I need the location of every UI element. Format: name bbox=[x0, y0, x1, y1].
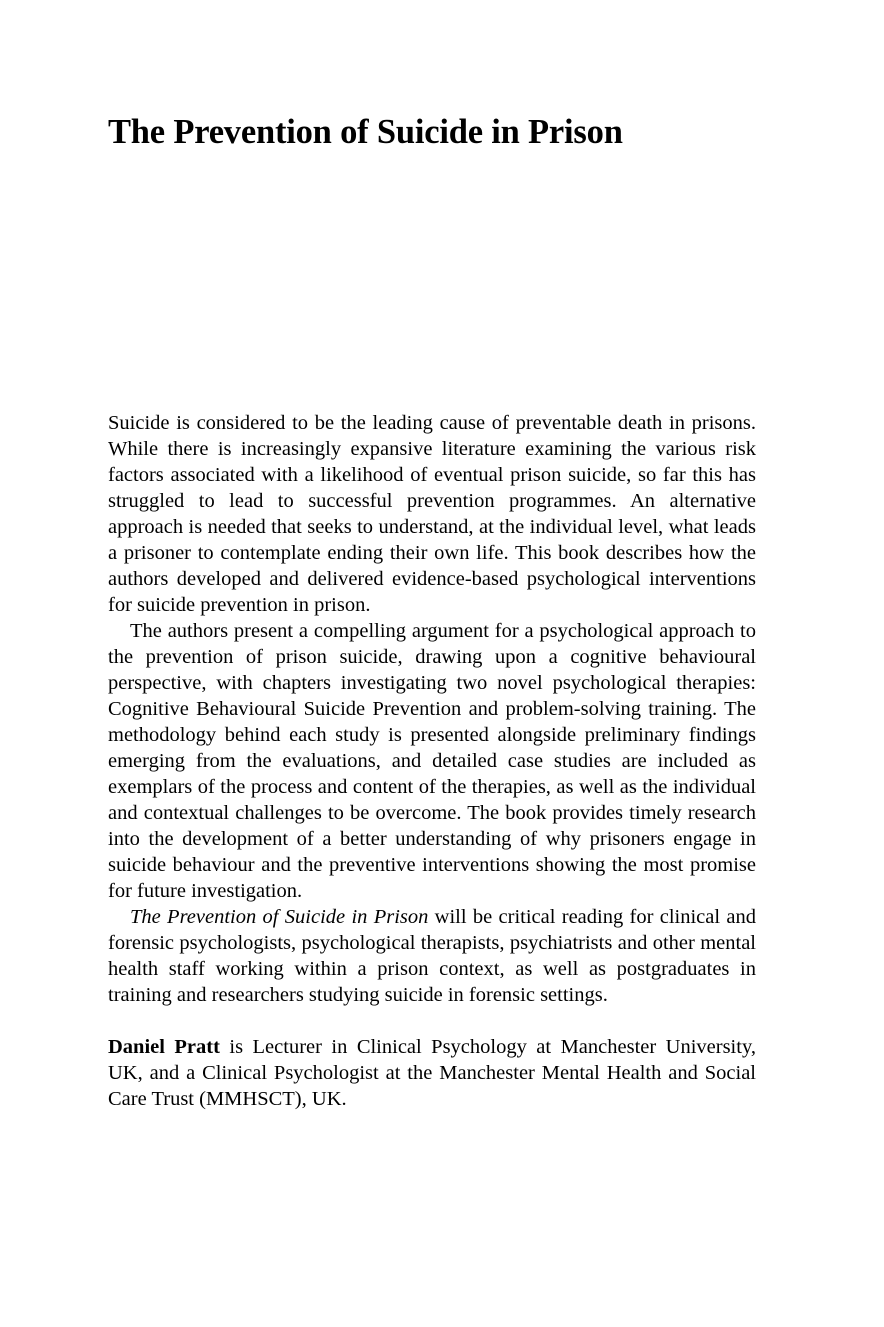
description-paragraph-2: The authors present a compelling argument for a psychological approach to the prevention of prison suicide, drawing upon a cognitive behavioural perspective, with chapters investigating two novel psychological therapies: Cognitive Behavioural Suicide Prevention and problem-solving training. The methodology behind each study is presented alongside preliminary findings emerging from the evaluations, and detailed case studies are included as exemplars of the process and content of the therapies, as well as the individual and contextual challenges to be overcome. The book provides timely research into the development of a better understanding of why prisoners engage in suicide behaviour and the preventive interventions showing the most promise for future investigation. bbox=[108, 620, 756, 902]
page-title: The Prevention of Suicide in Prison bbox=[108, 113, 623, 151]
description-paragraph-1: Suicide is considered to be the leading cause of preventable death in prisons. While there is increasingly expansive literature examining the various risk factors associated with a likelihood of eventual prison suicide, so far this has struggled to lead to successful prevention programmes. An alternative approach is needed that seeks to understand, at the individual level, what leads a prisoner to contemplate ending their own life. This book describes how the authors developed and delivered evidence-based psychological interventions for suicide prevention in prison. bbox=[108, 412, 756, 616]
author-bio bbox=[108, 1034, 756, 1112]
description-paragraph-3 bbox=[108, 904, 756, 1008]
author-bio-text: is Lecturer in Clinical Psychology at Manchester University, UK, and a Clinical Psychologist at the Manchester Mental Health and Social Care Trust (MMHSCT), UK. bbox=[108, 1036, 756, 1110]
book-description bbox=[108, 410, 756, 1112]
paragraph-3-text: will be critical reading for clinical and forensic psychologists, psychological therapists, psychiatrists and other mental health staff working within a prison context, as well as postgraduates in training and researchers studying suicide in forensic settings. bbox=[108, 906, 756, 1006]
author-name: Daniel Pratt bbox=[108, 1036, 220, 1058]
book-title-italic: The Prevention of Suicide in Prison bbox=[130, 906, 429, 928]
